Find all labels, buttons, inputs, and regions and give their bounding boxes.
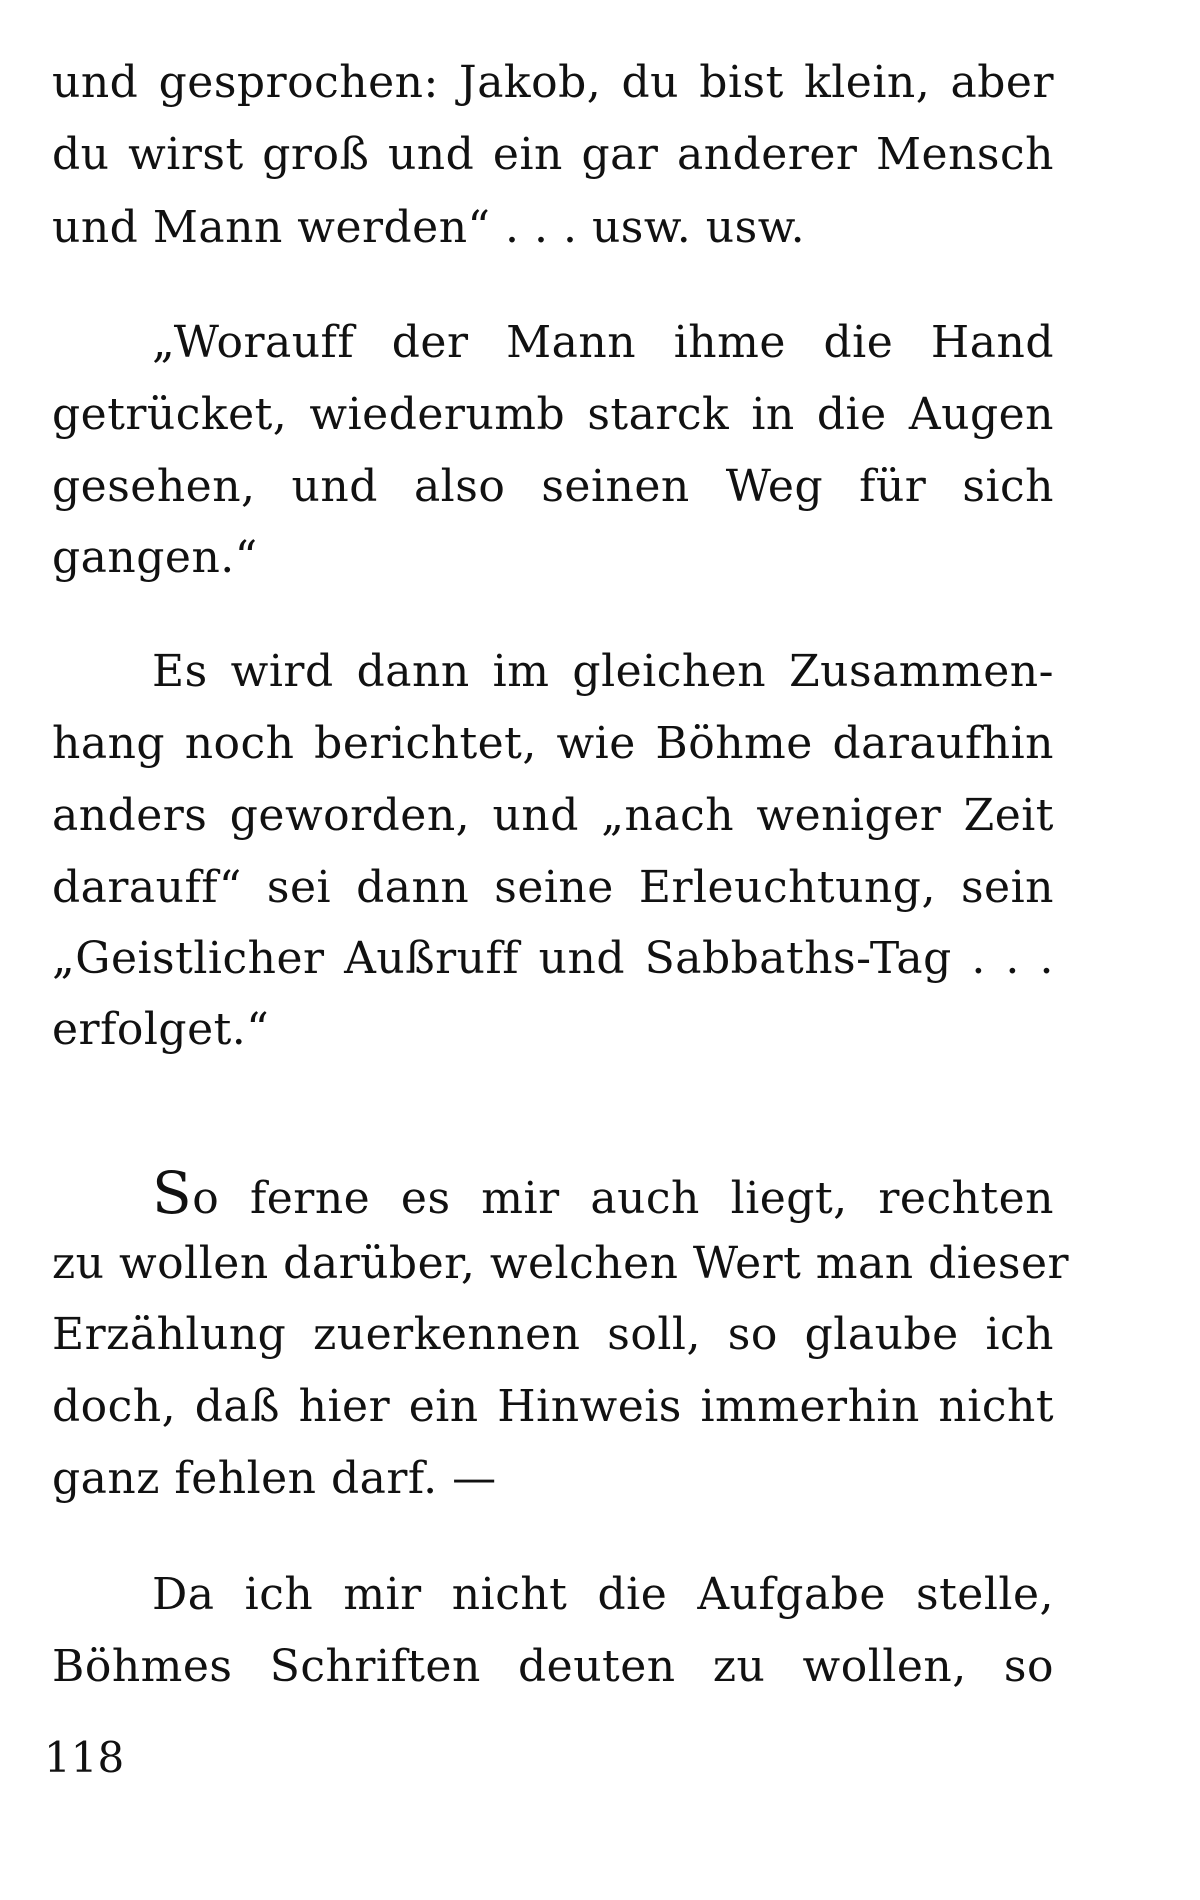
- text-line: du wirst groß und ein gar anderer Mensch: [52, 129, 1054, 180]
- page-number: 118: [44, 1733, 125, 1782]
- text-line: getrücket, wiederumb starck in die Augen: [52, 389, 1054, 440]
- text-line: doch, daß hier ein Hinweis immerhin nicht: [52, 1381, 1054, 1432]
- text-line: darauff“ sei dann seine Erleuchtung, sein: [52, 862, 1054, 913]
- text-line: Es wird dann im gleichen Zusammen-: [152, 646, 1054, 697]
- text-line: und gesprochen: Jakob, du bist klein, aber: [52, 57, 1054, 108]
- text-line: und Mann werden“ . . . usw. usw.: [52, 202, 806, 253]
- initial-letter: S: [152, 1159, 193, 1227]
- text-line: Böhmes Schriften deuten zu wollen, so: [52, 1641, 1054, 1692]
- first-line-text: o ferne es mir auch liegt, rechten: [192, 1173, 1054, 1224]
- text-line: gangen.“: [52, 532, 258, 583]
- text-line: erfolget.“: [52, 1004, 270, 1055]
- text-line: ganz fehlen darf. —: [52, 1453, 497, 1504]
- text-line: gesehen, und also seinen Weg für sich: [52, 461, 1054, 512]
- text-line: hang noch berichtet, wie Böhme daraufhin: [52, 718, 1054, 769]
- text-line: Da ich mir nicht die Aufgabe stelle,: [152, 1569, 1054, 1620]
- text-line: zu wollen darüber, welchen Wert man dieser: [52, 1238, 1070, 1289]
- text-line: „Geistlicher Außruff und Sabbaths-Tag . . .: [52, 933, 1054, 984]
- section-first-line: [152, 1158, 1054, 1228]
- text-line: anders geworden, und „nach weniger Zeit: [52, 790, 1054, 841]
- text-line: „Worauff der Mann ihme die Hand: [152, 317, 1054, 368]
- text-line: Erzählung zuerkennen soll, so glaube ich: [52, 1309, 1054, 1360]
